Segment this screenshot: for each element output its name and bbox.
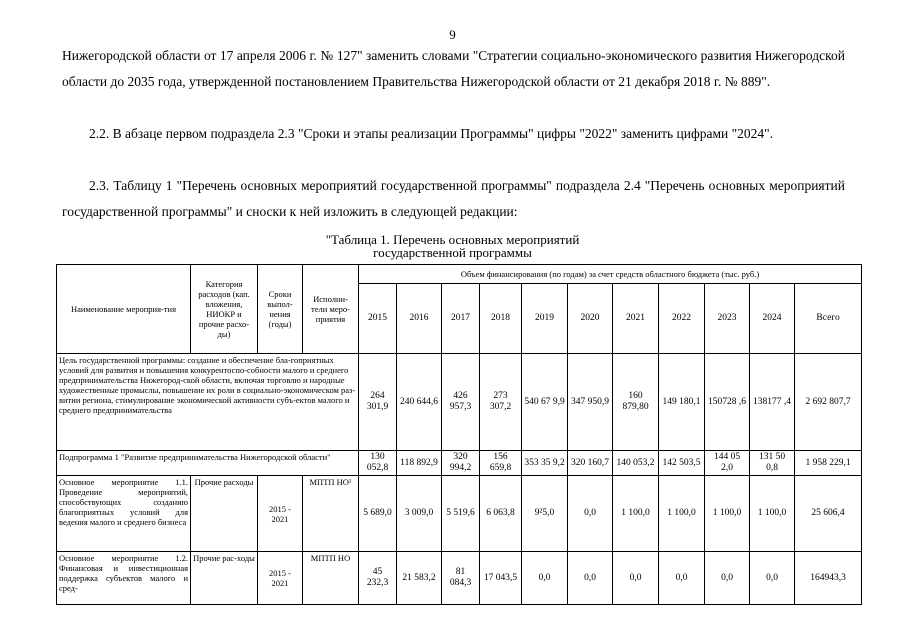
table-cell: 0,0	[705, 552, 750, 605]
table-cell: 5 519,6	[442, 476, 480, 552]
table-row-goal	[57, 354, 862, 451]
table-cell: 1 100,0	[705, 476, 750, 552]
table-cell: 0,0	[613, 552, 659, 605]
table-cell: 144 05 2,0	[705, 451, 750, 476]
table-row-measure-1-1	[57, 476, 862, 552]
table-caption-line2: государственной программы	[373, 245, 532, 260]
table-cell: 0,0	[568, 552, 613, 605]
page-number: 9	[449, 27, 456, 42]
header-name: Наименование мероприя-тия	[57, 265, 191, 354]
table-cell: 131 50 0,8	[750, 451, 795, 476]
table-row-subprogram	[57, 451, 862, 476]
table-cell: 138177 ,4	[750, 354, 795, 451]
table-cell: 5 689,0	[359, 476, 397, 552]
table-cell: 1 958 229,1	[795, 451, 862, 476]
table-cell: 0,0	[568, 476, 613, 552]
header-year: 2020	[568, 284, 613, 354]
paragraph-1: Нижегородской области от 17 апреля 2006 г. № 127" заменить словами "Стратегии социально-экономического развития Нижегородской области до 2035 года, утвержденной постановлением Правительства Нижегородской области от 21 декабря 2018 г. № 889".	[62, 48, 845, 89]
header-year: 2024	[750, 284, 795, 354]
table-caption-line1: "Таблица 1. Перечень основных мероприятий	[325, 232, 580, 247]
measure-executors: МПТП НО	[303, 552, 359, 605]
table-cell: 240 644,6	[397, 354, 442, 451]
table-cell: 0,0	[659, 552, 705, 605]
table-caption	[0, 233, 905, 259]
header-terms: Сроки выпол-нения (годы)	[258, 265, 303, 354]
header-year: 2022	[659, 284, 705, 354]
table-cell: 140 053,2	[613, 451, 659, 476]
header-year: 2021	[613, 284, 659, 354]
measure-executors: МПТП НО¹	[303, 476, 359, 552]
table-cell: 142 503,5	[659, 451, 705, 476]
table-cell: 160 879,80	[613, 354, 659, 451]
header-category: Категория расходов (кап. вложения, НИОКР и прочие расхо-ды)	[191, 265, 258, 354]
table-cell: 320 994,2	[442, 451, 480, 476]
measure-category: Прочие расходы	[191, 476, 258, 552]
table-cell: 0,0	[750, 552, 795, 605]
table-cell: 264 301,9	[359, 354, 397, 451]
measure-category: Прочие рас-ходы	[191, 552, 258, 605]
table-cell: 149 180,1	[659, 354, 705, 451]
header-year: 2017	[442, 284, 480, 354]
header-year: 2018	[480, 284, 522, 354]
table-cell: 164943,3	[795, 552, 862, 605]
header-executors: Исполни-тели меро-приятия	[303, 265, 359, 354]
table-cell: 320 160,7	[568, 451, 613, 476]
table-cell: 1 100,0	[750, 476, 795, 552]
paragraph-3: 2.3. Таблицу 1 "Перечень основных мероприятий государственной программы" подраздела 2.4 "Перечень основных мероприятий государственной программы" и сноски к ней изложить в следующей редакции:	[62, 178, 845, 219]
measure-terms: 2015 - 2021	[258, 476, 303, 552]
measures-table	[56, 264, 862, 605]
table-cell: 118 892,9	[397, 451, 442, 476]
table-cell: 6 063,8	[480, 476, 522, 552]
table-row-measure-1-2	[57, 552, 862, 605]
table-cell: 3 009,0	[397, 476, 442, 552]
table-cell: 273 307,2	[480, 354, 522, 451]
table-cell: 150728 ,6	[705, 354, 750, 451]
table-cell: 45 232,3	[359, 552, 397, 605]
header-year: 2015	[359, 284, 397, 354]
table-cell: 2 692 807,7	[795, 354, 862, 451]
table-cell: 81 084,3	[442, 552, 480, 605]
paragraph-2: 2.2. В абзаце первом подраздела 2.3 "Сроки и этапы реализации Программы" цифры "2022" заменить цифрами "2024".	[89, 126, 773, 141]
table-cell: 21 583,2	[397, 552, 442, 605]
header-total: Всего	[795, 284, 862, 354]
table-cell: 426 957,3	[442, 354, 480, 451]
table-cell: 156 659,8	[480, 451, 522, 476]
measure-name: Основное мероприятие 1.1. Проведение мероприятий, способствующих созданию благоприятных условий для ведения малого и среднего бизнеса	[57, 476, 191, 552]
table-cell: 1 100,0	[659, 476, 705, 552]
table-cell: 130 052,8	[359, 451, 397, 476]
header-year: 2023	[705, 284, 750, 354]
table-cell: 25 606,4	[795, 476, 862, 552]
table-cell: 540 67 9,9	[522, 354, 568, 451]
table-cell: 1 100,0	[613, 476, 659, 552]
header-year: 2019	[522, 284, 568, 354]
table-cell: 17 043,5	[480, 552, 522, 605]
table-cell: 347 950,9	[568, 354, 613, 451]
table-cell: 9²5,0	[522, 476, 568, 552]
table-cell: 0,0	[522, 552, 568, 605]
header-year: 2016	[397, 284, 442, 354]
header-funding: Объем финансирования (по годам) за счет средств областного бюджета (тыс. руб.)	[359, 265, 862, 284]
measure-name: Основное мероприятие 1.2. Финансовая и инвестиционная поддержка субъектов малого и сред-	[57, 552, 191, 605]
goal-text: Цель государственной программы: создание и обеспечение бла-гоприятных условий для развития и повышения конкурентоспо-собности малого и среднего предпринимательства Нижегород-ской области, включая торговлю и народные художественные промыслы, повышение их роли в социально-экономическом раз-витии региона, стимулирование экономической активности субъ-ектов малого и среднего предпринимательства	[57, 354, 359, 451]
subprogram-text: Подпрограмма 1 "Развитие предпринимательства Нижегородской области"	[57, 451, 359, 476]
measure-terms: 2015 - 2021	[258, 552, 303, 605]
table-cell: 353 35 9,2	[522, 451, 568, 476]
